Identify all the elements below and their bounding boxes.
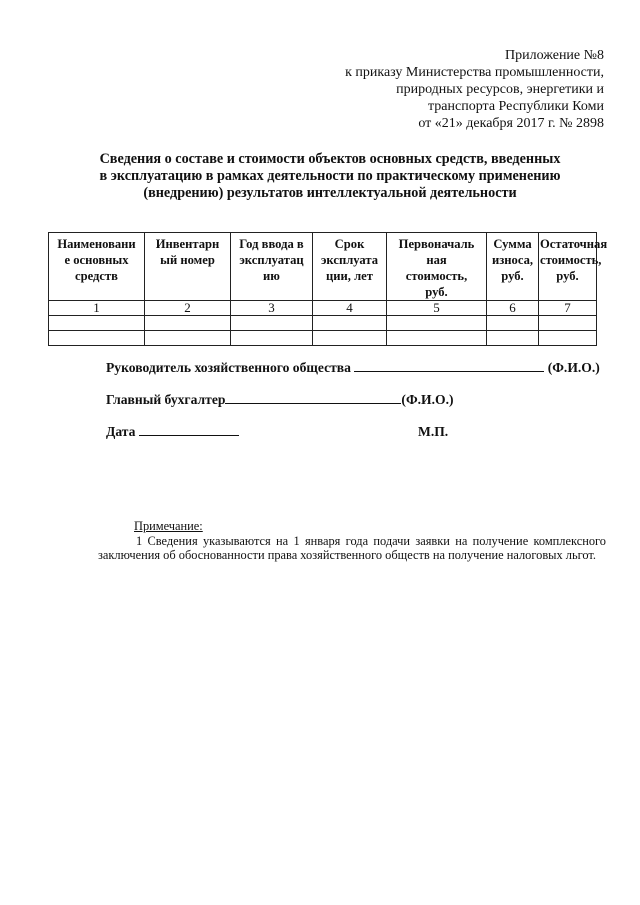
note-text-line-1: 1 Сведения указываются на 1 января года подачи заявки на получение комплексного bbox=[136, 533, 606, 548]
date-line bbox=[106, 424, 239, 440]
column-number: 1 bbox=[49, 301, 145, 316]
header-service-life: Срок эксплуата ции, лет bbox=[313, 233, 387, 301]
appendix-header bbox=[345, 47, 604, 132]
table-cell[interactable] bbox=[387, 316, 487, 331]
header-commission-year: Год ввода в эксплуатац ию bbox=[231, 233, 313, 301]
head-label: Руководитель хозяйственного общества bbox=[106, 360, 351, 375]
header-inventory-number: Инвентарн ый номер bbox=[145, 233, 231, 301]
table-row bbox=[49, 331, 597, 346]
table-cell[interactable] bbox=[231, 316, 313, 331]
column-number: 6 bbox=[487, 301, 539, 316]
date-field[interactable] bbox=[139, 424, 239, 436]
header-residual-cost: Остаточная стоимость, руб. bbox=[539, 233, 597, 301]
column-number-row bbox=[49, 301, 597, 316]
table-cell[interactable] bbox=[487, 316, 539, 331]
accountant-signature-field[interactable] bbox=[225, 392, 401, 404]
appendix-number: Приложение №8 bbox=[505, 48, 604, 63]
table-cell[interactable] bbox=[313, 316, 387, 331]
table-cell[interactable] bbox=[487, 331, 539, 346]
table-cell[interactable] bbox=[49, 316, 145, 331]
table-cell[interactable] bbox=[145, 316, 231, 331]
note-text-line-2: заключения об обоснованности права хозяйственного обществ на получение налоговых льгот. bbox=[98, 548, 597, 562]
order-line-3: транспорта Республики Коми bbox=[428, 99, 604, 114]
order-line-2: природных ресурсов, энергетики и bbox=[396, 82, 604, 97]
table-cell[interactable] bbox=[49, 331, 145, 346]
head-signature-line bbox=[106, 360, 600, 376]
table-cell[interactable] bbox=[539, 331, 597, 346]
column-number: 7 bbox=[539, 301, 597, 316]
accountant-fio-label: (Ф.И.О.) bbox=[401, 392, 454, 407]
header-depreciation: Сумма износа, руб. bbox=[487, 233, 539, 301]
header-asset-name: Наименовани е основных средств bbox=[49, 233, 145, 301]
column-number: 4 bbox=[313, 301, 387, 316]
title-line-3: (внедрению) результатов интеллектуальной деятельности bbox=[143, 185, 517, 201]
header-initial-cost: Первоначаль ная стоимость, руб. bbox=[387, 233, 487, 301]
head-fio-label: (Ф.И.О.) bbox=[547, 360, 600, 375]
table-cell[interactable] bbox=[313, 331, 387, 346]
order-date: от «21» декабря 2017 г. № 2898 bbox=[418, 116, 604, 131]
note-heading: Примечание: bbox=[134, 519, 203, 533]
table-cell[interactable] bbox=[231, 331, 313, 346]
stamp-place-label: М.П. bbox=[418, 424, 449, 439]
column-number: 3 bbox=[231, 301, 313, 316]
document-title bbox=[60, 151, 600, 202]
title-line-1: Сведения о составе и стоимости объектов основных средств, введенных bbox=[99, 151, 561, 167]
column-number: 2 bbox=[145, 301, 231, 316]
table-header-row bbox=[49, 233, 597, 301]
date-label: Дата bbox=[106, 424, 136, 439]
table-row bbox=[49, 316, 597, 331]
accountant-signature-line bbox=[106, 392, 454, 408]
table-cell[interactable] bbox=[387, 331, 487, 346]
order-line-1: к приказу Министерства промышленности, bbox=[345, 65, 604, 80]
head-signature-field[interactable] bbox=[354, 360, 544, 372]
note-block bbox=[98, 519, 606, 563]
table-cell[interactable] bbox=[539, 316, 597, 331]
table-cell[interactable] bbox=[145, 331, 231, 346]
fixed-assets-table bbox=[48, 232, 608, 346]
accountant-label: Главный бухгалтер bbox=[106, 392, 226, 407]
column-number: 5 bbox=[387, 301, 487, 316]
title-line-2: в эксплуатацию в рамках деятельности по практическому применению bbox=[99, 168, 561, 184]
